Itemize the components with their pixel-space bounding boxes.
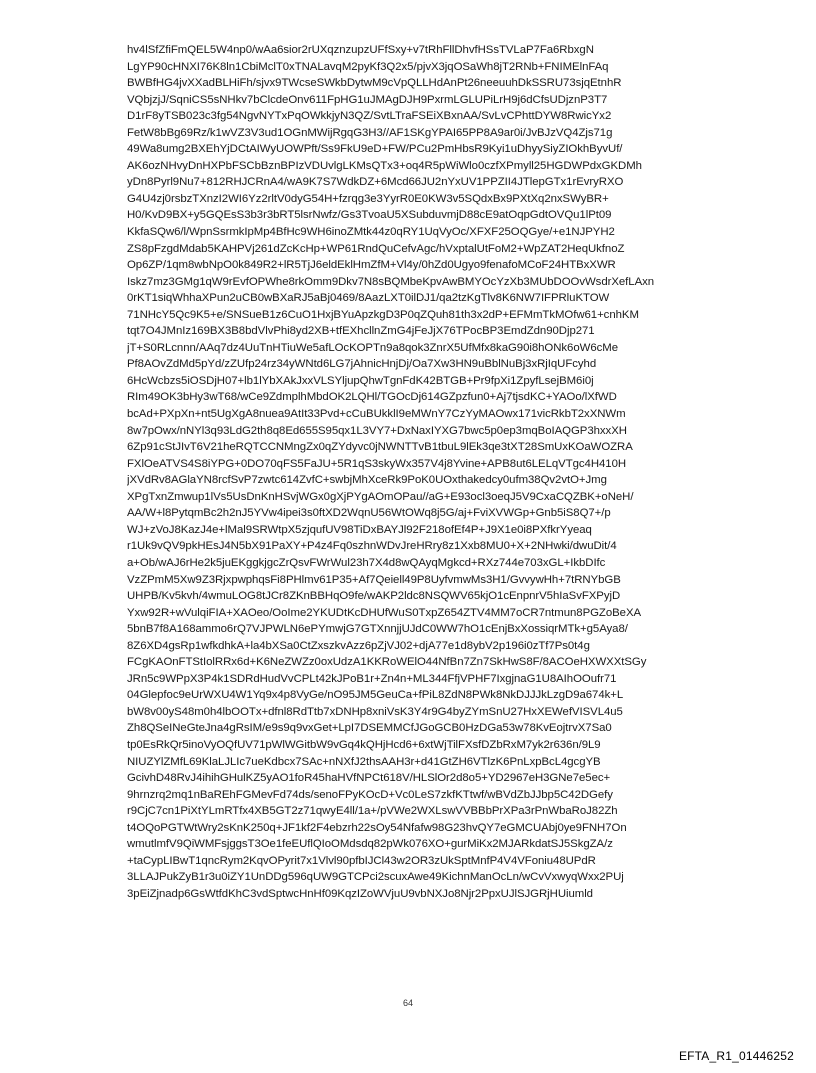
text-line: 3LLAJPukZyB1r3u0iZY1UnDDg596qUW9GTCPci2scuxAwe49KichnManOcLn/wCvVxwyqWxx2PUj (127, 871, 624, 884)
text-line: r1Uk9vQV9pkHEsJ4N5bX91PaXY+P4z4Fq0szhnWDvJreHRry8z1Xxb8MU0+X+2NHwki/dwuDit/4 (127, 540, 617, 553)
page-number: 64 (402, 998, 413, 1008)
text-line: JRn5c9WPpX3P4k1SDRdHudVvCPLt42kJPoB1r+Zn4n+ML344FfjVPHF7IxgjnaG1U8AIhOOufr71 (127, 672, 617, 685)
text-line: tp0EsRkQr5inoVyOQfUV71pWlWGitbW9vGq4kQHjHcd6+6xtWjTilFXsfDZbRxM7yk2r636n/9L9 (127, 738, 601, 751)
text-line: Yxw92R+wVulqiFIA+XAOeo/OoIme2YKUDtKcDHUfWuS0TxpZ654ZTV4MM7oCR7ntmun8PGZoBeXA (127, 606, 642, 619)
text-line: AK6ozNHvyDnHXPbFSCbBznBPIzVDUvlgLKMsQTx3+oq4R5pWiWlo0czfXPmyll25HGDWPdxGKDMh (127, 159, 642, 172)
text-line: Iskz7mz3GMg1qW9rEvfOPWhe8rkOmm9Dkv7N8sBQMbeKpvAwBMYOcYzXb3MUbDOOvWsdrXefLAxn (127, 275, 655, 288)
text-line: Op6ZP/1qm8wbNpO0k849R2+lR5TjJ6eldEklHmZfM+Vl4y/0hZd0Ugyo9fenafoMCoF24HTBxXWR (127, 259, 616, 272)
text-line: H0/KvD9BX+y5GQEsS3b3r3bRT5lsrNwfz/Gs3TvoaU5XSubduvmjD88cE9atOqpGdtOVQu1lPt09 (127, 209, 612, 222)
text-line: Pf8AOvZdMd5pYd/zZUfp24rz34yWNtd6LG7jAhnicHnjDj/Oa7Xw3HN9uBblNuBj3xRjIqUFcyhd (127, 358, 597, 371)
text-line: 6Zp91cStJIvT6V21heRQTCCNMngZx0qZYdyvc0jNWNTTvB1tbuL9lEk3qe3tXT28SmUxKOaWOZRA (127, 441, 633, 454)
text-line: BWBfHG4jvXXadBLHiFh/sjvx9TWcseSWkbDytwM9cVpQLLHdAnPt26neeuuhDkSSRU73sjqEtnhR (127, 77, 622, 90)
text-line: 0rKT1siqWhhaXPun2uCB0wBXaRJ5aBj0469/8AazLXT0ilDJ1/qa2tzKgTlv8K6NW7IFPRluKTOW (127, 292, 610, 305)
text-line: NIUZYlZMfL69KlaLJLIc7ueKdbcx7SAc+nNXfJ2thsAAH3r+d41GtZH6VTlzK6PnLxpBcL4gcgYB (127, 755, 601, 768)
text-line: XPgTxnZmwup1lVs5UsDnKnHSvjWGx0gXjPYgAOmOPau//aG+E93ocl3oeqJ5V9CxaCQZBK+oNeH/ (127, 490, 634, 503)
text-line: WJ+zVoJ8KazJ4e+lMal9SRWtpX5zjqufUV98TiDxBAYJl92F218ofEf4P+J9X1e0i8PXfkrYyeaq (127, 523, 592, 536)
text-line: jT+S0RLcnnn/AAq7dz4UuTnHTiuWe5afLOcKOPTn9a8qok3ZnrX5UfMfx8kaG90i8hONk6oW6cMe (127, 341, 618, 354)
text-line: jXVdRv8AGlaYN8rcfSvP7zwtc614ZvfC+swbjMhXceRk9PoK0UOxthakedcy0ufm38Qv2vtO+Jmg (127, 474, 607, 487)
text-line: VQbjzjJ/SqniCS5sNHkv7bClcdeOnv611FpHG1uJMAgDJH9PxrmLGLUPiLrH9j6dCfsUDjznP3T7 (127, 93, 608, 106)
text-line: Zh8QSeINeGteJna4gRsIM/e9s9q9vxGet+LpI7DSEMMCfJGoGCB0HzDGa53w78KvEojtrvX7Sa0 (127, 722, 612, 735)
text-line: UHPB/Kv5kvh/4wmuLOG8tJCr8ZKnBBHqO9fe/wAKP2ldc8NSQWV65kjO1cEnpnrV5hIaSvFXPyjD (127, 590, 621, 603)
text-line: 71NHcY5Qc9K5+e/SNSueB1z6CuO1HxjBYuApzkgD3P0qZQuh81th3x2dP+EFMmTkMOfw61+cnhKM (127, 308, 639, 321)
text-line: 04Glepfoc9eUrWXU4W1Yq9x4p8VyGe/nO95JM5GeuCa+fPiL8ZdN8PWk8NkDJJJkLzgD9a674k+L (127, 689, 624, 702)
text-line: bW8v00yS48m0h4lbOOTx+dfnl8RdTtb7xDNHp8xniVsK3Y4r9G4byZYmSnU27HxXEWefVISVL4u5 (127, 705, 623, 718)
text-line: GcivhD48RvJ4ihihGHulKZ5yAO1foR45haHVfNPCt618V/HLSlOr2d8o5+YD2967eH3GNe7e5ec+ (127, 772, 611, 785)
text-line: t4OQoPGTWtWry2sKnK250q+JF1kf2F4ebzrh22sOy54Nfafw98G23hvQY7eGMCUAbj0ye9FNH7On (127, 821, 627, 834)
text-line: hv4lSfZfiFmQEL5W4np0/wAa6sior2rUXqznzupzUFfSxy+v7tRhFllDhvfHSsTVLaP7Fa6RbxgN (127, 44, 594, 56)
text-line: FXlOeATVS4S8iYPG+0DO70qFS5FaJU+5R1qS3skyWx357V4j8Yvine+APB8ut6LELqVTgc4H410H (127, 457, 627, 470)
text-line: r9CjC7cn1PiXtYLmRTfx4XB5GT2z71qwyE4ll/1a+/pVWe2WXLswVVBBbPrXPa3rPnWbaRoJ82Zh (127, 805, 618, 818)
text-line: FetW8bBg69Rz/k1wVZ3V3ud1OGnMWijRgqG3H3//AF1SKgYPAI65PP8A9ar0i/JvBJzVQ4Zjs71g (127, 126, 613, 139)
text-line: FCgKAOnFTStIolRRx6d+K6NeZWZz0oxUdzA1KKRoWElO44NfBn7Zn7SkHwS8F/8ACOeHXWXXtSGy (127, 656, 647, 669)
text-line: 8w7pOwx/nNYl3q93LdG2th8q8Ed655S95qx1L3VY7+DxNaxIYXG7bwc5p0ep3mqBoIAQGP3hxxXH (127, 424, 627, 437)
text-line: D1rF8yTSB023c3fg54NgvNYTxPqOWkkjyN3QZ/SvtLTraFSEiXBxnAA/SvLvCPhttDYW8RwicYx2 (127, 110, 612, 123)
text-line: yDn8Pyrl9Nu7+812RHJCRnA4/wA9K7S7WdkDZ+6Mcd66JU2nYxUV1PPZII4JTlepGTx1rEvryRXO (127, 176, 624, 189)
text-line: LgYP90cHNXI76K8ln1CbiMclT0xTNALavqM2pyKf3Q2x5/pjvX3jqOSaWh8jT2RNb+FNIMElnFAq (127, 60, 609, 73)
text-line: 6HcWcbzs5iOSDjH07+lb1lYbXAkJxxVLSYljupQhwTgnFdK42BTGB+Pr9fpXi1ZpyfLsejBM6i0j (127, 374, 594, 387)
document-id: EFTA_R1_01446252 (678, 1049, 794, 1063)
text-line: RIm49OK3bHy3wT68/wCe9ZdmplhMbdOK2LQHl/TGOcDj614GZpzfun0+Aj7tjsdKC+YAOo/lXfWD (127, 391, 617, 404)
text-line: +taCypLIBwT1qncRym2KqvOPyrit7x1Vlvl90pfbIJCl43w2OR3zUkSptMnfP4V4VFoniu48UPdR (127, 854, 596, 867)
text-line: bcAd+PXpXn+nt5UgXgA8nuea9AtIt33Pvd+cCuBUkklI9eMWnY7CzYyMAOwx171vicRkbT2xXNWm (127, 408, 626, 421)
text-line: a+Ob/wAJ6rHe2k5juEKggkjgcZrQsvFWrWul23h7X4d8wQAyqMgkcd+RXz744e703xGL+IkbDIfc (127, 556, 606, 569)
text-line: tqt7O4JMnIz169BX3B8bdVlvPhi8yd2XB+tfEXhcllnZmG4jFeJjX76TPocBP3EmdZdn90Djp271 (127, 325, 595, 338)
text-line: 9hrnzrq2mq1nBaREhFGMevFd74ds/senoFPyKOcD+Vc0LeS7zkfKTtwf/wBVdZbJJbp5C42DGefy (127, 788, 613, 801)
text-line: KkfaSQw6/l/WpnSsrmkIpMp4BfHc9WH6inoZMtk44z0qRY1UqVyOc/XFXF25OQGye/+e1NJPYH2 (127, 226, 615, 239)
text-line: AA/W+l8PytqmBc2h2nJ5YVw4ipei3s0ftXD2WqnU56WtOWq8j5G/aj+FviXVWGp+Gnb5iS8Q7+/p (127, 507, 611, 520)
text-line: VzZPmM5Xw9Z3RjxpwphqsFi8PHlmv61P35+Af7Qeiell49P8UyfvmwMs3H1/GvvywHh+7tRNYbGB (127, 573, 621, 586)
text-line: 8Z6XD4gsRp1wfkdhkA+la4bXSa0CtZxszkvAzz6pZjVJ02+djA77e1d8ybV2p196i0zTf7Ps0t4g (127, 639, 590, 652)
text-line: 49Wa8umg2BXEhYjDCtAIWyUOWPft/Ss9FkU9eD+FW/PCu2PmHbsR9Kyi1uDhyySiyZIOkhByvUf/ (127, 143, 623, 156)
text-line: G4U4zj0rsbzTXnzI2WI6Yz2rltV0dyG54H+fzrqg3e3YyrR0E0KW3v5SQdxBx9PXtXq2nxSWyBR+ (127, 192, 609, 205)
encoded-text-block (127, 42, 687, 902)
text-line: 3pEiZjnadp6GsWtfdKhC3vdSptwcHnHf09KqzIZoWVjuU9vbNXJo8Njr2PpxUJlSJGRjHUiumld (127, 887, 593, 900)
text-line: ZS8pFzgdMdab5KAHPVj261dZcKcHp+WP61RndQuCefvAgc/hVxptalUtFoM2+WpZAT2HeqUkfnoZ (127, 242, 625, 255)
text-line: 5bnB7f8A168ammo6rQ7VJPWLN6ePYmwjG7GTXnnjjUJdC0WW7hO1cEnjBxXossiqrMTk+g5Aya8/ (127, 623, 628, 636)
text-line: wmutlmfV9QiWMFsjggsT3Oe1feEUflQIoOMdsdq82pWk076XO+gurMiKx2MJARkdatSJ5SkgZA/z (127, 838, 613, 851)
